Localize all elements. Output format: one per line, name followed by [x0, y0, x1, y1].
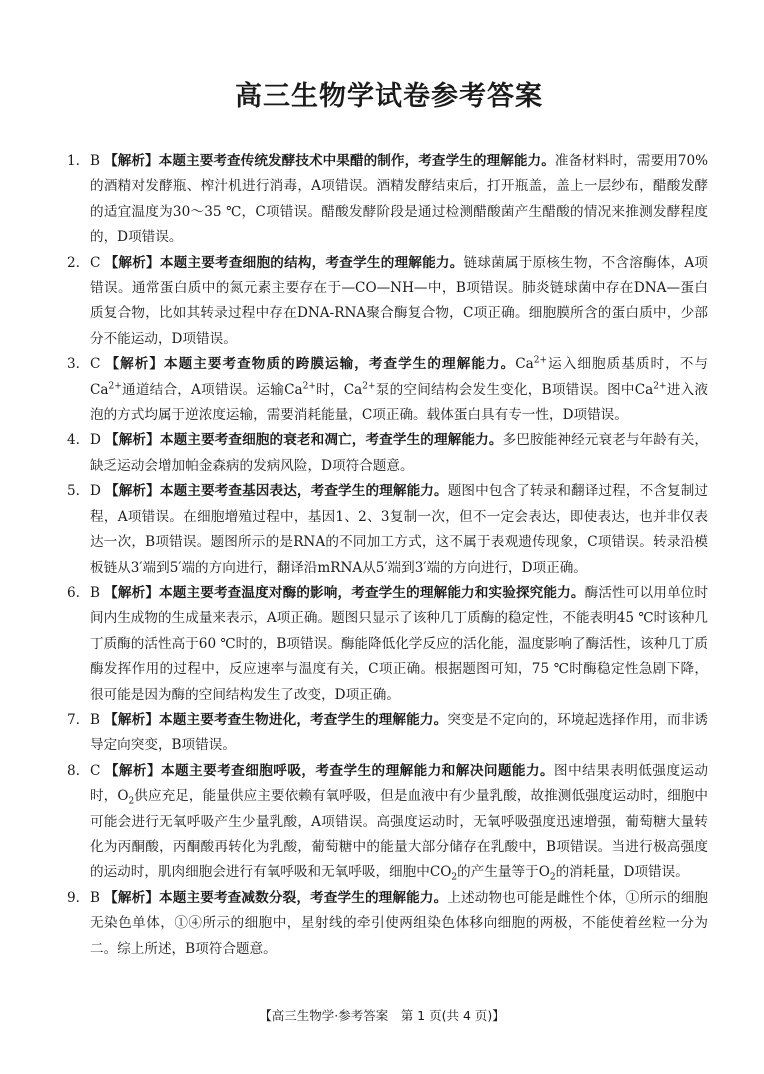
explanation-text: 泵的空间结构会发生变化，B项错误。图中 — [375, 381, 635, 398]
analysis-tag: 【解析】 — [104, 483, 160, 500]
ion-symbol: Ca — [90, 381, 109, 398]
answer-item-6 — [67, 581, 709, 708]
topic-summary: 本题主要考查基因表达，考查学生的理解能力。 — [159, 483, 448, 500]
answer-letter: B — [90, 584, 100, 601]
explanation-text: 酶活性可以用单位时间内生成物的生成量来表示，A项正确。题图只显示了该种几丁质酶的稳定性，不能表明45 ℃时该种几丁质酶的活性高于60 ℃时的，B项错误。酶能降低化学反应的活化能，温度影响了酶活性，该种几丁质酶发挥作用的过程中，反应速率与温度有关，C项正确。根据题图可知，75 ℃时酶稳定性急剧下降，很可能是因为酶的空间结构发生了改变，D项正确。 — [90, 584, 709, 703]
page-footer: 【高三生物学·参考答案 第 1 页(共 4 页)】 — [259, 1008, 505, 1023]
answer-item-7 — [67, 708, 709, 759]
answer-letter: D — [90, 483, 101, 500]
ion-charge: 2+ — [302, 381, 316, 392]
analysis-tag: 【解析】 — [104, 889, 160, 906]
topic-summary: 本题主要考查细胞的结构，考查学生的理解能力。 — [159, 254, 464, 271]
explanation-text: 上述动物也可能是雌性个体，①所示的细胞无染色单体，①④所示的细胞中，星射线的牵引使两组染色体移向细胞的两极，不能使着丝粒一分为二。综上所述，B项符合题意。 — [90, 889, 709, 957]
ion-symbol: Ca — [634, 381, 654, 398]
topic-summary: 本题主要考查物质的跨膜运输，考查学生的理解能力。 — [164, 356, 516, 373]
explanation-text: 供应充足，能量供应主要依赖有氧呼吸，但是血液中有少量乳酸，故推测低强度运动时，细胞中可能会进行无氧呼吸产生少量乳酸，A项错误。高强度运动时，无氧呼吸强度迅速增强，葡萄糖大量转化为丙酮酸，丙酮酸再转化为乳酸，葡萄糖中的能量大部分储存在乳酸中，B项错误。当进行极高强度的运动时，肌肉细胞会进行有氧呼吸和无氧呼吸，细胞中 — [90, 788, 709, 881]
answer-list — [67, 149, 709, 962]
analysis-tag: 【解析】 — [104, 432, 160, 449]
answer-letter: C — [90, 254, 101, 271]
answer-letter: B — [90, 711, 100, 728]
analysis-tag: 【解析】 — [104, 584, 160, 601]
subscript: 2 — [128, 796, 135, 807]
ion-symbol: Ca — [515, 356, 534, 373]
explanation-text: 突变是不定向的，环境起选择作用，而非诱导定向突变，B项错误。 — [90, 711, 709, 754]
ion-charge: 2+ — [108, 381, 122, 392]
topic-summary: 本题主要考查生物进化，考查学生的理解能力。 — [159, 711, 448, 728]
ion-charge: 2+ — [362, 381, 376, 392]
item-number: 3. — [67, 356, 80, 373]
answer-letter: B — [90, 889, 100, 906]
topic-summary: 本题主要考查减数分裂，考查学生的理解能力。 — [159, 889, 448, 906]
answer-item-2 — [67, 251, 709, 353]
analysis-tag: 【解析】 — [104, 762, 161, 779]
item-number: 5. — [67, 483, 80, 500]
analysis-tag: 【解析】 — [104, 356, 164, 373]
explanation-text: 运入细胞质基质时，不与 — [547, 356, 709, 373]
explanation-text: 时， — [315, 381, 344, 398]
subscript: 2 — [451, 873, 458, 884]
answer-item-8 — [67, 759, 709, 886]
answer-item-4 — [67, 428, 709, 479]
explanation-text: 通道结合，A项错误。运输 — [121, 381, 285, 398]
answer-letter: B — [90, 153, 100, 169]
answer-item-1 — [67, 149, 709, 251]
oxygen-symbol: O — [538, 864, 550, 881]
ion-symbol: Ca — [284, 381, 303, 398]
answer-item-3 — [67, 352, 709, 428]
answer-item-9 — [67, 886, 709, 962]
answer-letter: D — [90, 432, 101, 449]
answer-letter: C — [90, 356, 101, 373]
explanation-text: 多巴胺能神经元衰老与年龄有关，缺乏运动会增加帕金森病的发病风险，D项符合题意。 — [90, 432, 709, 474]
explanation-text: 链球菌属于原核生物，不含溶酶体，A项错误。通常蛋白质中的氮元素主要存在于—CO—NH—中，B项错误。肺炎链球菌中存在DNA—蛋白质复合物，比如其转录过程中存在DNA-RNA聚合酶复合物，C项正确。细胞膜所含的蛋白质中，少部分不能运动，D项错误。 — [90, 254, 709, 347]
topic-summary: 本题主要考查温度对酶的影响，考查学生的理解能力和实验探究能力。 — [159, 584, 585, 601]
explanation-text: 的消耗量，D项错误。 — [555, 864, 689, 881]
ion-charge: 2+ — [533, 355, 548, 366]
ion-charge: 2+ — [653, 381, 667, 392]
item-number: 2. — [67, 254, 80, 271]
item-number: 6. — [67, 584, 80, 601]
explanation-text: 准备材料时，需要用70%的酒精对发酵瓶、榨汁机进行消毒，A项错误。酒精发酵结束后，打开瓶盖，盖上一层纱布，醋酸发酵的适宜温度为30～35 ℃，C项错误。醋酸发酵阶段是通过检测醋酸菌产生醋酸的情况来推测发酵程度的，D项错误。 — [90, 153, 709, 246]
subscript: 2 — [549, 873, 556, 884]
co2-symbol: CO — [429, 864, 452, 881]
item-number: 8. — [67, 762, 80, 779]
answer-item-5 — [67, 479, 709, 581]
explanation-text: 进入液泡的方式均属于逆浓度运输，需要消耗能量，C项正确。载体蛋白具有专一性，D项错误。 — [90, 381, 708, 424]
analysis-tag: 【解析】 — [104, 153, 159, 169]
item-number: 1. — [67, 153, 80, 169]
analysis-tag: 【解析】 — [104, 254, 160, 271]
topic-summary: 本题主要考查传统发酵技术中果醋的制作，考查学生的理解能力。 — [158, 153, 555, 169]
topic-summary: 本题主要考查细胞的衰老和凋亡，考查学生的理解能力。 — [159, 432, 503, 449]
page-title: 高三生物学试卷参考答案 — [235, 81, 543, 112]
item-number: 7. — [67, 711, 80, 728]
oxygen-symbol: O — [117, 788, 129, 805]
explanation-text: 题图中包含了转录和翻译过程，不含复制过程，A项错误。在细胞增殖过程中，基因1、2、3复制一次，但不一定会表达，即使表达，也并非仅表达一次，B项错误。题图所示的是RNA的不同加工方式，这不属于表观遗传现象，C项错误。转录沿模板链从3′端到5′端的方向进行，翻译沿mRNA从5′端到3′端的方向进行，D项正确。 — [90, 483, 709, 576]
item-number: 4. — [67, 432, 80, 449]
explanation-text: 图中结果表明低强度运动时， — [90, 762, 709, 805]
item-number: 9. — [67, 889, 80, 906]
answer-letter: C — [90, 762, 101, 779]
explanation-text: 的产生量等于 — [457, 864, 539, 881]
topic-summary: 本题主要考查细胞呼吸，考查学生的理解能力和解决问题能力。 — [161, 762, 555, 779]
ion-symbol: Ca — [343, 381, 363, 398]
analysis-tag: 【解析】 — [104, 711, 160, 728]
